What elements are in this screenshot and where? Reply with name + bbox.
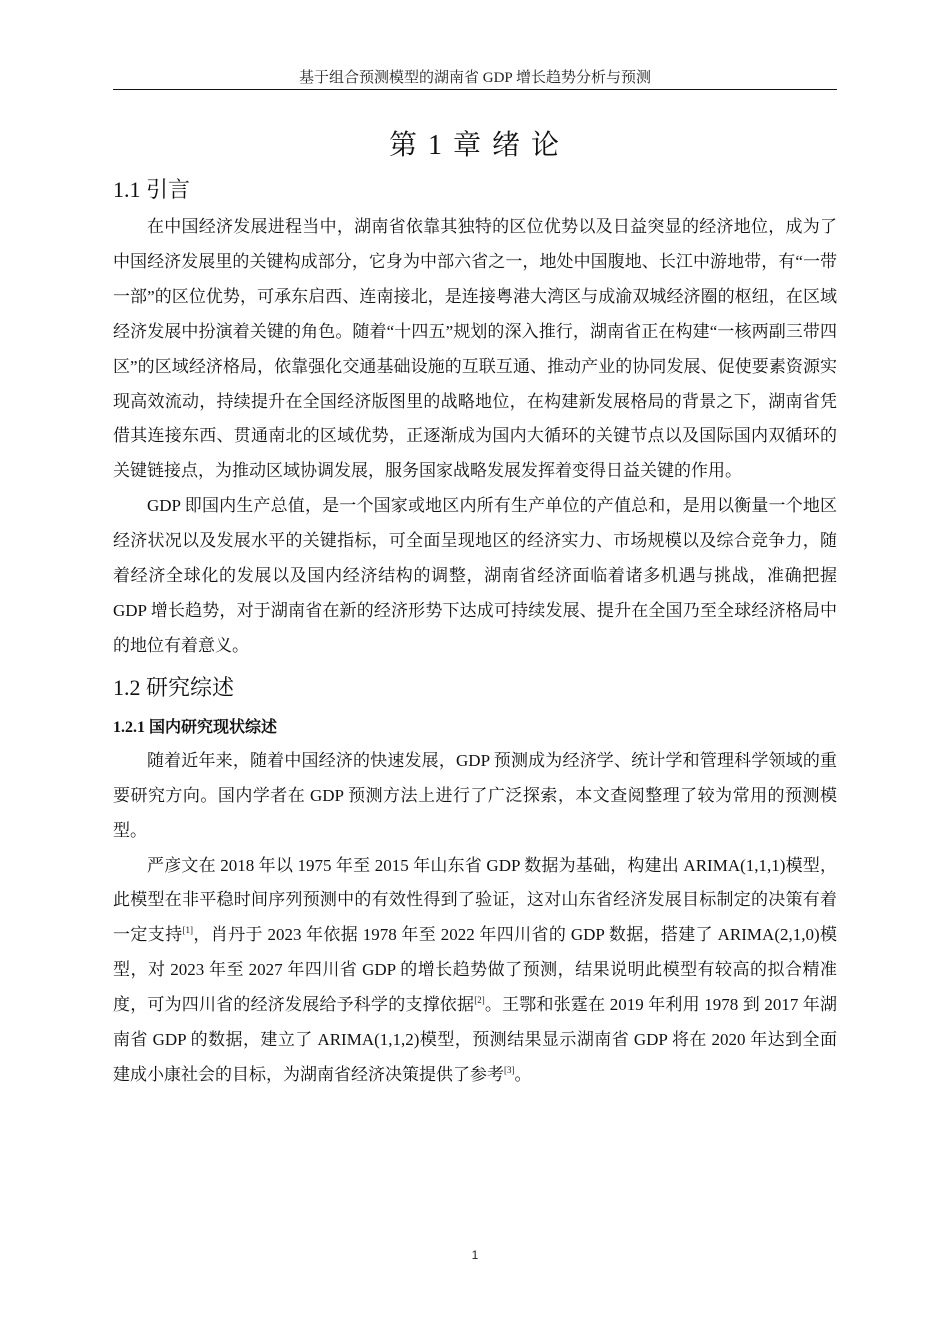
running-header: 基于组合预测模型的湖南省 GDP 增长趋势分析与预测	[299, 70, 651, 86]
page-body	[113, 118, 837, 1093]
section-heading-1-1: 1.1 引言	[113, 177, 191, 202]
subsection-heading-1-2-1: 1.2.1 国内研究现状综述	[113, 718, 278, 736]
chapter-title: 第 1 章 绪 论	[388, 130, 561, 161]
review-text-d: 。	[514, 1064, 532, 1084]
citation-ref-1: [1]	[182, 925, 193, 936]
citation-ref-2: [2]	[474, 995, 485, 1006]
review-text-c: 。王鄂和张霆在 2019 年利用 1978 到 2017 年湖南省 GDP 的数据，建立了 ARIMA(1,1,2)模型，预测结果显示湖南省 GDP 将在 2020 年达到全面建成小康社会的目标，为湖南省经济决策提供了参考	[113, 995, 838, 1084]
header-rule	[113, 89, 837, 90]
paragraph-intro-1: 在中国经济发展进程当中，湖南省依靠其独特的区位优势以及日益突显的经济地位，成为了中国经济发展里的关键构成部分，它身为中部六省之一，地处中国腹地、长江中游地带，有“一带一部”的区位优势，可承东启西、连南接北，是连接粤港大湾区与成渝双城经济圈的枢纽，在区域经济发展中扮演着关键的角色。随着“十四五”规划的深入推行，湖南省正在构建“一核两副三带四区”的区域经济格局，依靠强化交通基础设施的互联互通、推动产业的协同发展、促使要素资源实现高效流动，持续提升在全国经济版图里的战略地位，在构建新发展格局的背景之下，湖南省凭借其连接东西、贯通南北的区域优势，正逐渐成为国内大循环的关键节点以及国际国内双循环的关键链接点，为推动区域协调发展，服务国家战略发展发挥着变得日益关键的作用。	[113, 217, 837, 481]
citation-ref-3: [3]	[504, 1064, 515, 1075]
page-number: 1	[471, 1248, 479, 1262]
paragraph-review-2	[113, 849, 837, 1093]
review-text-a: 严彦文在 2018 年以 1975 年至 2015 年山东省 GDP 数据为基础，构建出 ARIMA(1,1,1)模型，此模型在非平稳时间序列预测中的有效性得到了验证，这对山东省经济发展目标制定的决策有着一定支持	[113, 855, 837, 945]
paragraph-review-1: 随着近年来，随着中国经济的快速发展，GDP 预测成为经济学、统计学和管理科学领域的重要研究方向。国内学者在 GDP 预测方法上进行了广泛探索，本文查阅整理了较为常用的预测模型。	[113, 750, 837, 840]
paragraph-intro-2: GDP 即国内生产总值，是一个国家或地区内所有生产单位的产值总和，是用以衡量一个地区经济状况以及发展水平的关键指标，可全面呈现地区的经济实力、市场规模以及综合竞争力，随着经济全球化的发展以及国内经济结构的调整，湖南省经济面临着诸多机遇与挑战，准确把握 GDP 增长趋势，对于湖南省在新的经济形势下达成可持续发展、提升在全国乃至全球经济格局中的地位有着意义。	[113, 496, 837, 655]
review-text-b: ，肖丹于 2023 年依据 1978 年至 2022 年四川省的 GDP 数据，搭建了 ARIMA(2,1,0)模型，对 2023 年至 2027 年四川省 GDP 的增长趋势做了预测，结果说明此模型有较高的拟合精准度，可为四川省的经济发展给予科学的支撑依据	[113, 925, 838, 1015]
section-heading-1-2: 1.2 研究综述	[113, 674, 235, 700]
